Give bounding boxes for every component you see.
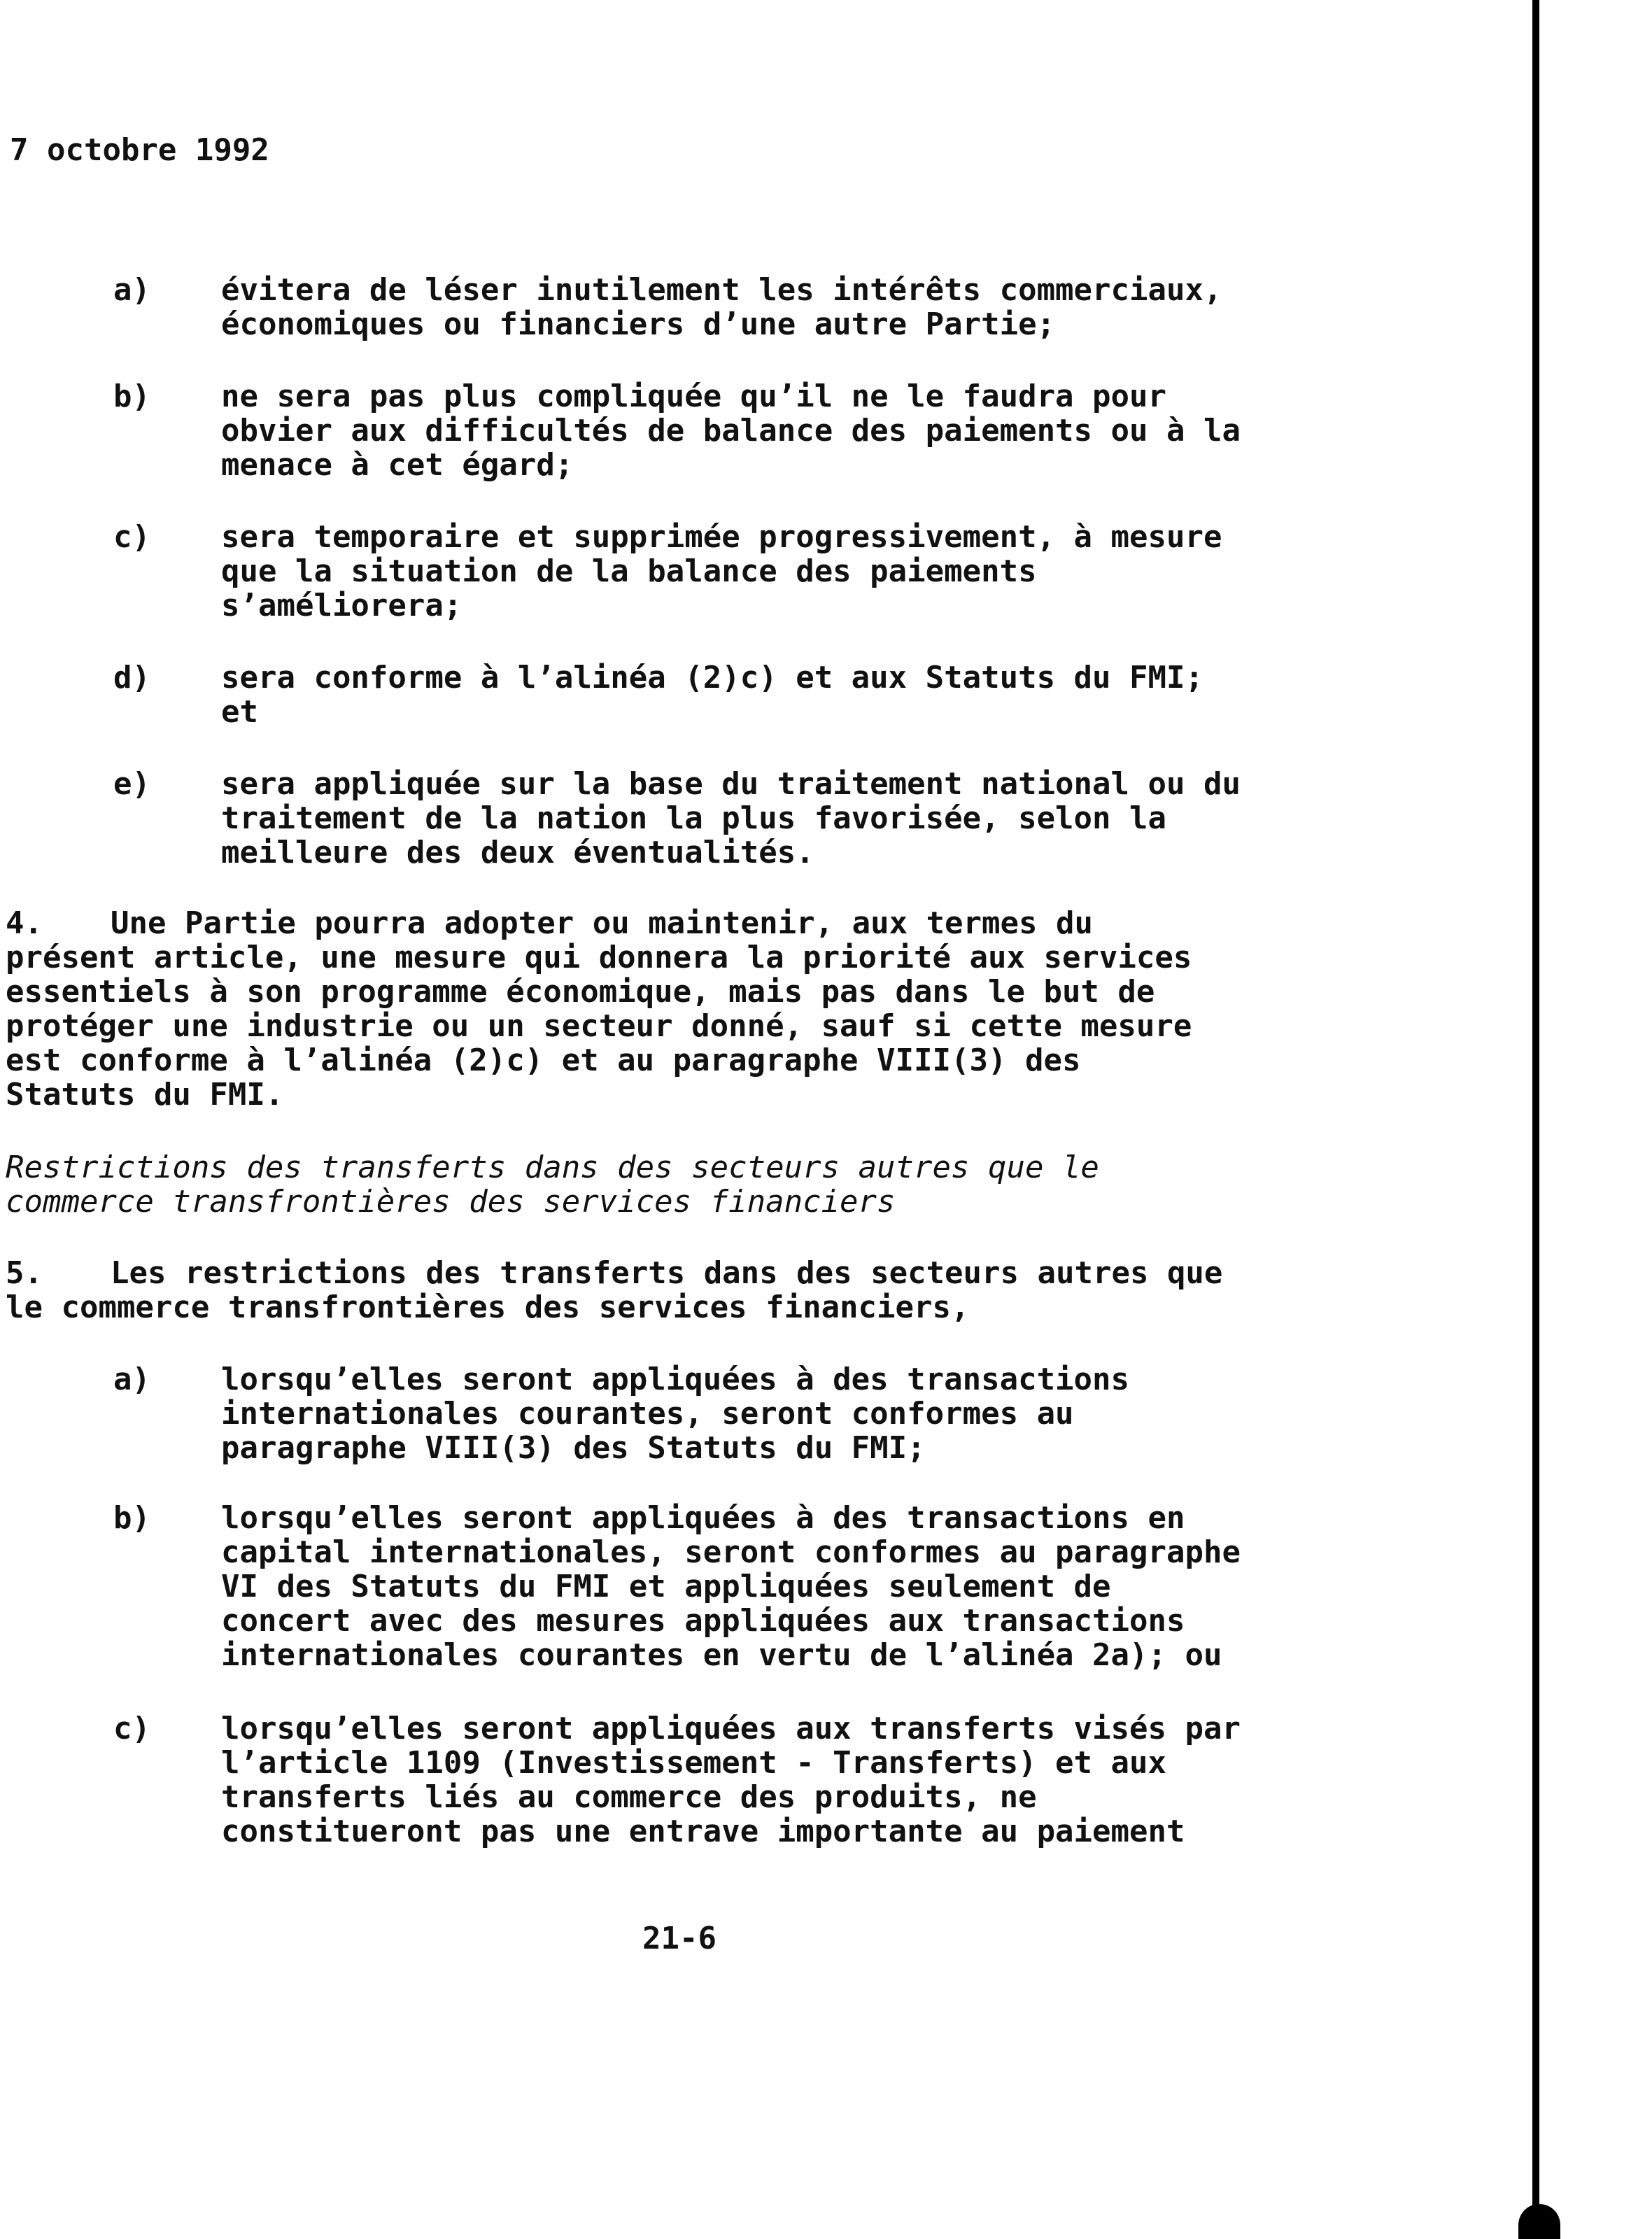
item-label: b): [113, 1500, 150, 1536]
item-line: sera temporaire et supprimée progressivement, à mesure: [221, 519, 1222, 555]
binding-edge-foot: [1518, 2204, 1560, 2239]
paragraph-number: 5.: [6, 1255, 43, 1291]
item-line: capital internationales, seront conformes au paragraphe: [221, 1534, 1241, 1570]
item-line: économiques ou financiers d’une autre Partie;: [221, 306, 1056, 342]
item-line: concert avec des mesures appliquées aux transactions: [221, 1603, 1185, 1639]
item-line: meilleure des deux éventualités.: [221, 835, 814, 870]
item-label: e): [113, 766, 150, 802]
item-line: paragraphe VIII(3) des Statuts du FMI;: [221, 1430, 926, 1466]
item-line: et: [221, 694, 258, 730]
paragraph-line: Statuts du FMI.: [6, 1077, 284, 1113]
item-line: que la situation de la balance des paiements: [221, 553, 1037, 589]
item-line: lorsqu’elles seront appliquées aux transferts visés par: [221, 1711, 1241, 1746]
document-date: 7 octobre 1992: [10, 132, 269, 168]
paragraph-line: Les restrictions des transferts dans des secteurs autres que: [111, 1255, 1223, 1291]
item-line: constitueront pas une entrave importante au paiement: [221, 1814, 1185, 1849]
item-line: lorsqu’elles seront appliquées à des transactions: [221, 1362, 1130, 1397]
paragraph-line: présent article, une mesure qui donnera la priorité aux services: [6, 940, 1192, 975]
paragraph-line: est conforme à l’alinéa (2)c) et au paragraphe VIII(3) des: [6, 1043, 1081, 1078]
item-label: b): [113, 379, 150, 414]
item-line: internationales courantes en vertu de l’alinéa 2a); ou: [221, 1637, 1222, 1673]
item-line: l’article 1109 (Investissement - Transferts) et aux: [221, 1745, 1167, 1781]
item-label: c): [113, 519, 150, 555]
item-line: menace à cet égard;: [221, 447, 574, 483]
item-line: traitement de la nation la plus favorisée, selon la: [221, 800, 1167, 836]
heading-line: Restrictions des transferts dans des secteurs autres que le: [6, 1150, 1099, 1185]
item-line: ne sera pas plus compliquée qu’il ne le faudra pour: [221, 379, 1167, 414]
binding-edge-line: [1532, 0, 1539, 2239]
item-label: a): [113, 1362, 150, 1397]
item-label: a): [113, 272, 150, 308]
item-line: lorsqu’elles seront appliquées à des transactions en: [221, 1500, 1185, 1536]
item-line: sera appliquée sur la base du traitement national ou du: [221, 766, 1241, 802]
item-label: c): [113, 1711, 150, 1746]
item-line: obvier aux difficultés de balance des paiements ou à la: [221, 413, 1241, 448]
heading-line: commerce transfrontières des services financiers: [6, 1184, 896, 1220]
item-line: évitera de léser inutilement les intérêts commerciaux,: [221, 272, 1222, 308]
paragraph-line: le commerce transfrontières des services financiers,: [6, 1290, 970, 1325]
item-label: d): [113, 660, 150, 695]
item-line: VI des Statuts du FMI et appliquées seulement de: [221, 1569, 1111, 1604]
paragraph-line: Une Partie pourra adopter ou maintenir, aux termes du: [111, 905, 1093, 941]
item-line: s’améliorera;: [221, 588, 463, 623]
paragraph-number: 4.: [6, 905, 43, 941]
item-line: internationales courantes, seront conformes au: [221, 1396, 1074, 1432]
page-number: 21-6: [642, 1921, 716, 1956]
paragraph-line: essentiels à son programme économique, mais pas dans le but de: [6, 974, 1155, 1010]
paragraph-line: protéger une industrie ou un secteur donné, sauf si cette mesure: [6, 1008, 1192, 1044]
item-line: sera conforme à l’alinéa (2)c) et aux Statuts du FMI;: [221, 660, 1203, 695]
item-line: transferts liés au commerce des produits, ne: [221, 1779, 1037, 1815]
